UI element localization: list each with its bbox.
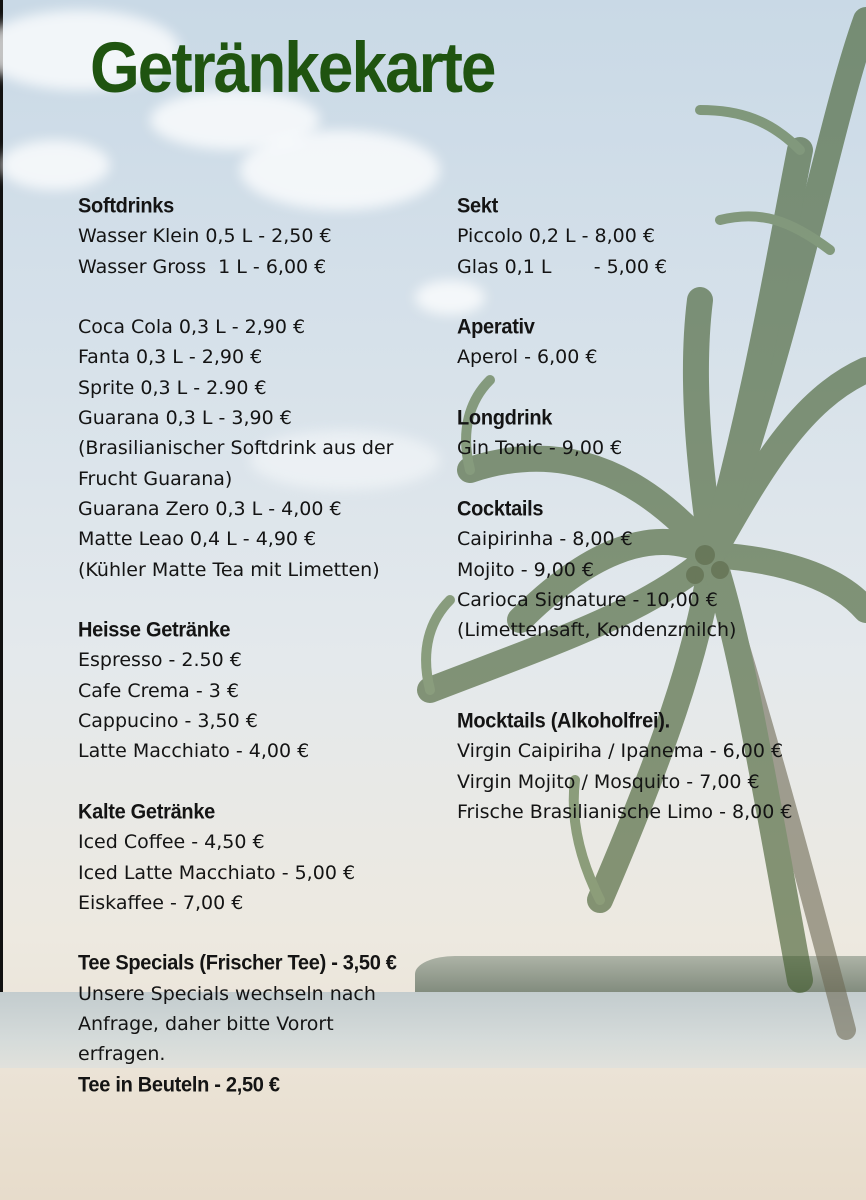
menu-item: Virgin Caipiriha / Ipanema - 6,00 € bbox=[457, 740, 784, 763]
menu-item: Frische Brasilianische Limo - 8,00 € bbox=[457, 800, 793, 823]
section-heading-tee-in-beuteln: Tee in Beuteln - 2,50 € bbox=[78, 1072, 280, 1097]
menu-item-note: erfragen. bbox=[78, 1043, 166, 1066]
menu-item: Carioca Signature - 10,00 € bbox=[457, 588, 718, 611]
section-heading-heisse-getraenke: Heisse Getränke bbox=[78, 618, 231, 643]
menu-item-note: (Kühler Matte Tea mit Limetten) bbox=[78, 558, 380, 581]
menu-item: Cappucino - 3,50 € bbox=[78, 710, 258, 733]
right-column bbox=[457, 191, 857, 827]
section-heading-aperativ: Aperativ bbox=[457, 315, 535, 340]
menu-item-note: Unsere Specials wechseln nach bbox=[78, 982, 376, 1005]
menu-item: Aperol - 6,00 € bbox=[457, 346, 598, 369]
menu-item: Iced Coffee - 4,50 € bbox=[78, 831, 265, 854]
menu-item: Iced Latte Macchiato - 5,00 € bbox=[78, 861, 356, 884]
section-heading-tee-specials: Tee Specials (Frischer Tee) - 3,50 € bbox=[78, 951, 397, 976]
menu-item-note: Anfrage, daher bitte Vorort bbox=[78, 1013, 334, 1036]
section-heading-softdrinks: Softdrinks bbox=[78, 194, 174, 218]
menu-item: Gin Tonic - 9,00 € bbox=[457, 437, 623, 460]
spacer bbox=[457, 464, 857, 494]
menu-item: Glas 0,1 L - 5,00 € bbox=[457, 255, 668, 278]
menu-item: Virgin Mojito / Mosquito - 7,00 € bbox=[457, 770, 760, 793]
spacer bbox=[78, 918, 448, 948]
spacer bbox=[457, 373, 857, 403]
spacer bbox=[457, 676, 857, 706]
menu-item: Guarana Zero 0,3 L - 4,00 € bbox=[78, 497, 342, 520]
menu-item: Wasser Klein 0,5 L - 2,50 € bbox=[78, 225, 332, 248]
menu-item: Coca Cola 0,3 L - 2,90 € bbox=[78, 316, 306, 339]
menu-item-note: (Limettensaft, Kondenzmilch) bbox=[457, 619, 737, 642]
menu-item: Cafe Crema - 3 € bbox=[78, 679, 239, 702]
spacer bbox=[78, 767, 448, 797]
menu-item: Espresso - 2.50 € bbox=[78, 649, 242, 672]
menu-item: Guarana 0,3 L - 3,90 € bbox=[78, 407, 292, 430]
menu-item-note: (Brasilianischer Softdrink aus der bbox=[78, 437, 394, 460]
left-column bbox=[78, 191, 448, 1100]
menu-item: Eiskaffee - 7,00 € bbox=[78, 891, 244, 914]
menu-item: Matte Leao 0,4 L - 4,90 € bbox=[78, 528, 317, 551]
spacer bbox=[78, 282, 448, 312]
menu-item: Piccolo 0,2 L - 8,00 € bbox=[457, 225, 655, 248]
section-heading-kalte-getraenke: Kalte Getränke bbox=[78, 800, 215, 824]
menu-item: Latte Macchiato - 4,00 € bbox=[78, 740, 310, 763]
menu-item: Mojito - 9,00 € bbox=[457, 558, 595, 581]
section-heading-cocktails: Cocktails bbox=[457, 497, 544, 521]
menu-item: Sprite 0,3 L - 2.90 € bbox=[78, 376, 267, 399]
menu-item: Caipirinha - 8,00 € bbox=[457, 528, 633, 551]
section-heading-mocktails: Mocktails (Alkoholfrei). bbox=[457, 709, 670, 733]
menu-item-note: Frucht Guarana) bbox=[78, 467, 233, 490]
page-title: Getränkekarte bbox=[90, 27, 495, 108]
spacer bbox=[78, 585, 448, 615]
spacer bbox=[457, 282, 857, 312]
menu-item: Fanta 0,3 L - 2,90 € bbox=[78, 346, 263, 369]
section-heading-sekt: Sekt bbox=[457, 194, 499, 218]
spacer bbox=[457, 645, 857, 675]
menu-item: Wasser Gross 1 L - 6,00 € bbox=[78, 255, 327, 278]
section-heading-longdrink: Longdrink bbox=[457, 406, 553, 430]
